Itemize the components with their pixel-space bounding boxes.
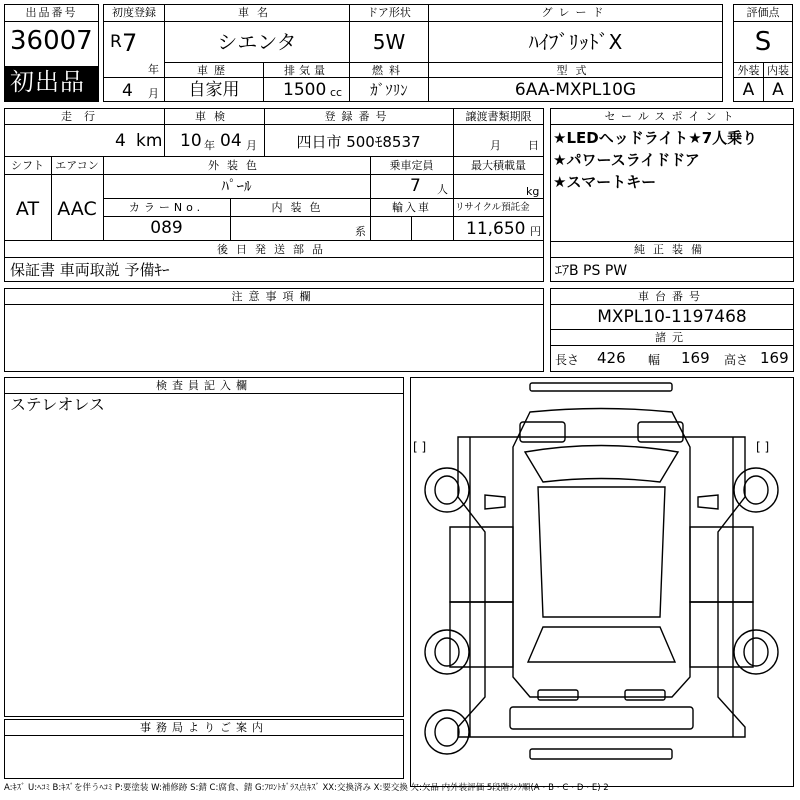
lot-number-value: 36007 bbox=[10, 26, 93, 56]
transfer-docs-label: 譲渡書類期限 bbox=[465, 110, 532, 123]
aircon-label: エアコン bbox=[55, 159, 99, 172]
interior-grade-label: 内装 bbox=[767, 64, 789, 77]
equipment-label: 純正装備 bbox=[634, 243, 710, 256]
color-number-label: カラーNo. bbox=[128, 201, 205, 214]
car-name-label: 車名 bbox=[238, 6, 276, 19]
history-value: 自家用 bbox=[188, 80, 240, 100]
fuel-value: ｶﾞｿﾘﾝ bbox=[370, 81, 408, 99]
mileage-unit: km bbox=[136, 131, 163, 151]
score-label: 評価点 bbox=[746, 6, 780, 19]
history-label: 車歴 bbox=[197, 64, 231, 77]
door-type-label: ドア形状 bbox=[367, 6, 411, 19]
diagram-bracket-left: [ ] bbox=[413, 440, 427, 454]
aircon-value: AAC bbox=[57, 198, 97, 220]
dimensions-label: 諸元 bbox=[655, 331, 689, 344]
first-registration-month-unit: 月 bbox=[148, 87, 159, 100]
inspector-value: ステレオレス bbox=[10, 395, 105, 414]
inspection-label: 車検 bbox=[195, 110, 233, 123]
max-load-unit: kg bbox=[526, 185, 540, 198]
equipment-value: ｴｱB PS PW bbox=[555, 263, 628, 279]
inspector-label: 検査員記入欄 bbox=[156, 379, 252, 392]
later-parts-value: 保証書 車両取説 予備ｷｰ bbox=[10, 261, 170, 279]
import-label: 輸入車 bbox=[392, 201, 431, 214]
legend-text: A:ｷｽﾞ U:ﾍｺﾐ B:ｷｽﾞを伴うﾍｺﾐ P:要塗装 W:補修跡 S:錆 C:腐食、錆 G:ﾌﾛﾝﾄｶﾞﾗｽ点ｷｽﾞ XX:交換済み X:要交換 欠:欠品 内外装評価 5段階ﾗﾝｸ順(A・B・C・D・E) 2 bbox=[4, 783, 609, 793]
exterior-color-value: ﾊﾟｰﾙ bbox=[221, 177, 252, 195]
sales-point-2: ★パワースライドドア bbox=[553, 151, 700, 169]
exterior-color-label: 外装色 bbox=[208, 159, 265, 172]
shift-label: シフト bbox=[11, 159, 44, 172]
displacement-value: 1500 bbox=[283, 80, 327, 100]
color-number-value: 089 bbox=[150, 218, 183, 238]
length-value: 426 bbox=[597, 349, 626, 367]
transfer-docs-day-unit: 日 bbox=[528, 139, 539, 152]
first-registration-month: 4 bbox=[122, 81, 133, 101]
car-damage-diagram bbox=[410, 377, 793, 788]
sales-point-3: ★スマートキー bbox=[553, 173, 657, 191]
width-value: 169 bbox=[681, 349, 710, 367]
first-registration-label: 初度登録 bbox=[112, 6, 156, 19]
chassis-label: 車台番号 bbox=[638, 290, 706, 303]
chassis-value: MXPL10-1197468 bbox=[597, 307, 747, 327]
inspection-month-unit: 月 bbox=[246, 139, 257, 152]
mileage-value: 4 bbox=[115, 131, 126, 151]
interior-grade-value: A bbox=[772, 80, 784, 100]
door-type-value: 5W bbox=[372, 30, 406, 54]
model-code-label: 型式 bbox=[556, 64, 595, 77]
exterior-grade-label: 外装 bbox=[737, 64, 760, 77]
car-name-value: シエンタ bbox=[217, 30, 297, 54]
first-registration-era: R bbox=[110, 32, 122, 52]
displacement-label: 排気量 bbox=[284, 64, 329, 77]
capacity-label: 乗車定員 bbox=[389, 159, 434, 172]
notes-label: 注意事項欄 bbox=[231, 290, 317, 303]
first-listing-badge-text: 初出品 bbox=[10, 68, 85, 96]
score-value: S bbox=[754, 27, 772, 57]
max-load-label: 最大積載量 bbox=[471, 159, 526, 172]
displacement-unit: cc bbox=[330, 86, 343, 99]
recycle-unit: 円 bbox=[530, 225, 541, 238]
length-label: 長さ bbox=[555, 353, 580, 367]
inspection-year-unit: 年 bbox=[204, 139, 215, 152]
diagram-bracket-right: [ ] bbox=[756, 440, 770, 454]
registration-number-value: 四日市 500ﾓ8537 bbox=[296, 133, 421, 151]
transfer-docs-month-unit: 月 bbox=[490, 139, 501, 152]
recycle-label: リサイクル預託金 bbox=[455, 202, 530, 213]
grade-value: ﾊｲﾌﾞﾘｯﾄﾞX bbox=[528, 30, 623, 54]
office-label: 事務局よりご案内 bbox=[140, 721, 268, 734]
grade-label: グレード bbox=[541, 6, 610, 19]
registration-number-label: 登録番号 bbox=[324, 110, 393, 123]
model-code-value: 6AA-MXPL10G bbox=[514, 80, 637, 100]
fuel-label: 燃料 bbox=[372, 64, 406, 77]
exterior-grade-value: A bbox=[742, 80, 755, 100]
later-parts-label: 後日発送部品 bbox=[217, 243, 331, 256]
interior-color-unit: 系 bbox=[355, 225, 366, 238]
height-label: 高さ bbox=[724, 353, 749, 367]
capacity-unit: 人 bbox=[437, 183, 448, 196]
height-value: 169 bbox=[760, 349, 789, 367]
shift-value: AT bbox=[15, 198, 40, 220]
sales-points-label: セールスポイント bbox=[604, 110, 740, 123]
inspector-cell bbox=[4, 377, 404, 717]
capacity-value: 7 bbox=[410, 176, 421, 196]
interior-color-label: 内装色 bbox=[271, 201, 329, 214]
lot-number-label: 出品番号 bbox=[25, 6, 78, 19]
inspection-year: 10 bbox=[180, 131, 202, 151]
inspection-month: 04 bbox=[220, 131, 242, 151]
first-registration-year: 7 bbox=[122, 29, 138, 57]
width-label: 幅 bbox=[648, 353, 661, 367]
sales-point-1: ★LEDヘッドライト★7人乗り bbox=[553, 129, 758, 147]
mileage-label: 走行 bbox=[61, 110, 107, 123]
first-registration-year-unit: 年 bbox=[148, 63, 159, 76]
recycle-value: 11,650 bbox=[466, 219, 526, 239]
